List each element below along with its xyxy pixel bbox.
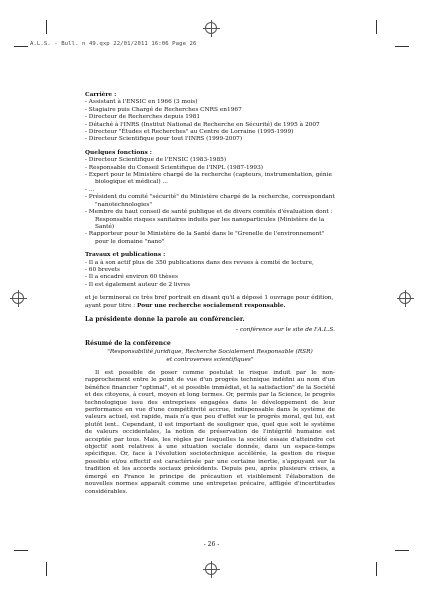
- duties-heading: Quelques fonctions :: [85, 149, 152, 156]
- crop-mark-top-right-h: [395, 46, 409, 47]
- duty-item: - Directeur Scientifique de l'ENSIC (1983-1985): [85, 157, 227, 164]
- duties-list: [85, 157, 335, 246]
- registration-mark-left: [12, 292, 24, 304]
- publication-item: - Il a encadré environ 60 thèses: [85, 274, 178, 281]
- publication-item: - Il est également auteur de 2 livres: [85, 281, 191, 288]
- slug-line: A.L.S. - Bull. n 49.qxp 22/01/2011 16:06 Page 26: [30, 41, 197, 47]
- crop-mark-top-left-v: [46, 20, 47, 34]
- career-item: - Stagiaire puis Chargé de Recherches CNRS en1967: [85, 106, 242, 113]
- duty-item: - Membre du haut conseil de santé publique et de divers comités d'évaluation dont : Responsable risques sanitaires induits par les nanoparticules (Ministère de la Santé): [85, 209, 333, 230]
- publication-item: - 60 brevets: [85, 266, 120, 273]
- closing-text: et je terminerai ce très bref portrait en disant qu'il a déposé 1 ouvrage pour édition, ayant pour titre :: [85, 295, 334, 309]
- career-item: - Assistant à l'ENSIC en 1966 (3 mois): [85, 99, 198, 106]
- career-list: [85, 99, 335, 143]
- quote-line: et controverses scientifiques": [166, 356, 254, 363]
- career-item: - Directeur de Recherches depuis 1981: [85, 114, 201, 121]
- conference-title-quote: [85, 349, 335, 364]
- registration-mark-bottom: [205, 563, 217, 575]
- source-note: - conférence sur le site de l'A.L.S.: [236, 327, 335, 334]
- crop-mark-bottom-right-v: [376, 562, 377, 576]
- crop-mark-bottom-left-v: [46, 562, 47, 576]
- closing-paragraph: [85, 295, 335, 310]
- summary-paragraph: Il est possible de poser comme postulat le risque induit par le non-rapprochement entre le point de vue d'un progrès technique indéfini au nom d'un bénéfice financier "optimal", et si possible immédiat, et la satisfaction" de la Société et des citoyens, à court, moyen et long termes. Or, permis par la Science, le progrès technologique issu des entreprises engagées dans le développement de leur performance en vue d'une compétitivité accrue, indispensable dans le système de valeurs actuel, est rapide, mais n'a que peu d'effet sur le progrès moral, qui lui, est plutôt lent.. Cependant, il est important de souligner que, quel que soit le système de valeurs occidentales, la notion de préservation de l'intégrité humaine est acceptée par tous. Mais, les règles par lesquelles la société essaie d'atteindre cet objectif sont relatives à une situation sociale donnée, dans un espace-temps spécifique. Or, face à l'évolution sociotechnique accélérée, la gestion du risque possible et/ou effectif est caractérisée par une certaine inertie, s'appuyant sur la tradition et les accords sociaux précédents. Depuis peu, après plusieurs crises, a émergé en France le principe de précaution et visiblement l'élaboration de nouvelles normes apparaît comme une entreprise précaire, affligée d'incertitudes considérables.: [85, 370, 335, 495]
- quote-line: "Responsabilité juridique, Recherche Socialement Responsable (RSR): [107, 349, 313, 356]
- crop-mark-bottom-left-h: [14, 550, 28, 551]
- session-note: La présidente donne la parole au conférencier.: [85, 315, 245, 323]
- crop-mark-top-right-v: [376, 20, 377, 34]
- publications-heading: Travaux et publications :: [85, 252, 166, 259]
- crop-mark-top-left-h: [14, 46, 28, 47]
- registration-mark-right: [399, 292, 411, 304]
- registration-mark-top: [205, 22, 217, 34]
- duty-item: - Rapporteur pour le Ministère de la Santé dans le "Grenelle de l'environnement" pour le domaine "nano": [85, 231, 325, 245]
- duty-item: - ...: [85, 186, 95, 193]
- duty-item: - Expert pour le Ministère chargé de la recherche (capteurs, instrumentation, génie biologique et médical) ...: [85, 172, 332, 186]
- career-heading: Carrière :: [85, 92, 117, 98]
- duty-item: - Président du comité "sécurité" du Ministère chargé de la recherche, correspondant "nanotechnologies": [85, 194, 335, 208]
- crop-mark-bottom-right-h: [395, 550, 409, 551]
- book-title: Pour une recherche socialement responsable.: [137, 302, 286, 309]
- duty-item: - Responsable du Conseil Scientifique de l'INPL (1987-1993): [85, 164, 264, 171]
- publications-list: [85, 260, 335, 290]
- career-item: - Détaché à l'INRS (Institut National de Recherche en Sécurité) de 1995 à 2007: [85, 121, 320, 128]
- page-number: - 26 -: [203, 541, 220, 548]
- summary-heading: Résumé de la conférence: [85, 339, 171, 347]
- publication-item: - Il a à son actif plus de 350 publications dans des revues à comité de lecture,: [85, 259, 314, 266]
- main-text-block: [85, 92, 335, 496]
- career-item: - Directeur Scientifique pour tout l'INRS (1999-2007): [85, 136, 243, 143]
- career-item: - Directeur "Études et Recherches" au Centre de Lorraine (1995-1999): [85, 129, 294, 136]
